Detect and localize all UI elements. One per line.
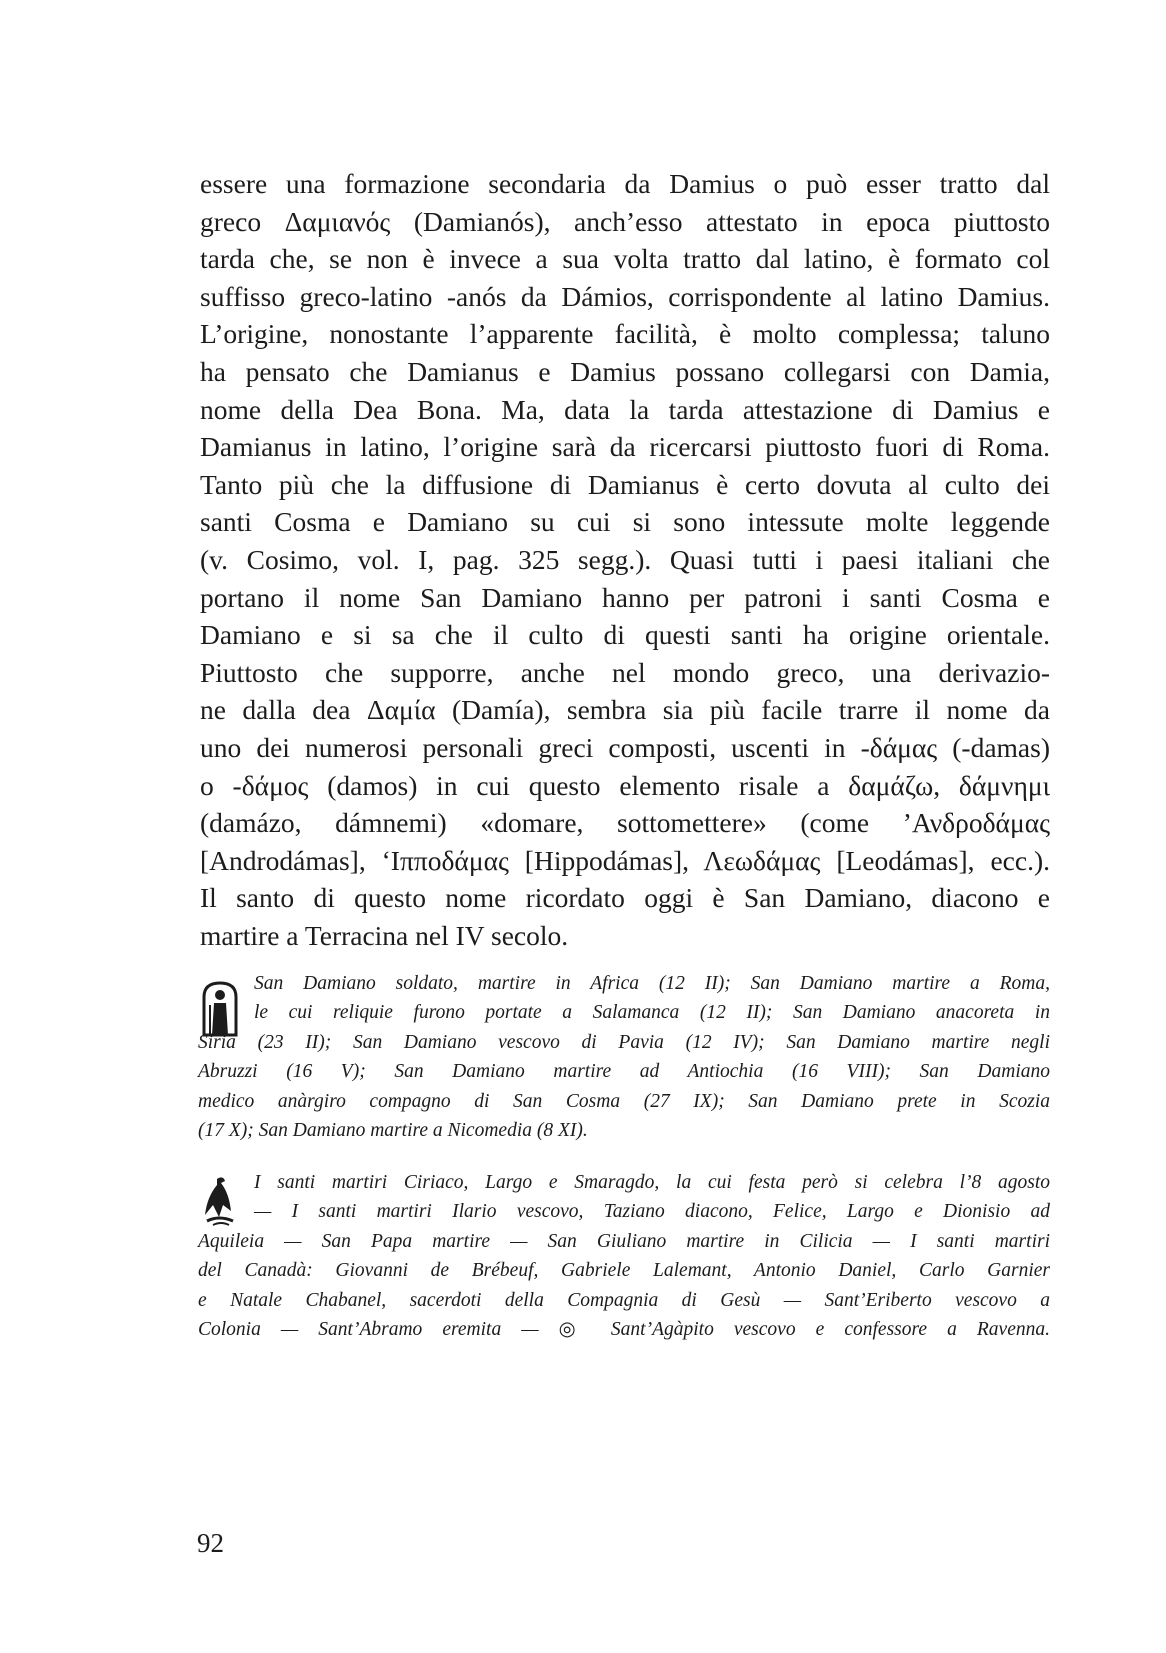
note-line: Colonia — Sant’Abramo eremita — ◎ Sant’Agàpito vescovo e confessore a Ravenna. bbox=[198, 1319, 1050, 1341]
text-line: greco Δαμιανός (Damianós), anch’esso attestato in epoca piuttosto bbox=[200, 205, 1050, 237]
note-line: Aquileia — San Papa martire — San Giuliano martire in Cilicia — I santi martiri bbox=[198, 1230, 1050, 1252]
page-number: 92 bbox=[197, 1528, 224, 1558]
text-line: Il santo di questo nome ricordato oggi è San Damiano, diacono e bbox=[200, 882, 1050, 914]
main-text bbox=[200, 165, 1050, 954]
note-line: Siria (23 II); San Damiano vescovo di Pavia (12 IV); San Damiano martire negli bbox=[198, 1031, 1050, 1053]
text-line: uno dei numerosi personali greci composti, uscenti in -δάμας (-damas) bbox=[200, 731, 1050, 763]
note-line: San Damiano soldato, martire in Africa (12 II); San Damiano martire a Roma, bbox=[254, 973, 1050, 994]
text-line: martire a Terracina nel IV secolo. bbox=[200, 919, 569, 951]
text-line: [Androdámas], ‘Ιπποδάμας [Hippodámas], Λεωδάμας [Leodámas], ecc.). bbox=[200, 844, 1050, 876]
note-line: — I santi martiri Ilario vescovo, Taziano diacono, Felice, Largo e Dionisio ad bbox=[254, 1201, 1050, 1223]
text-line: tarda che, se non è invece a sua volta tratto dal latino, è formato col bbox=[200, 243, 1050, 275]
note-line: I santi martiri Ciriaco, Largo e Smaragdo, la cui festa però si celebra l’8 agosto bbox=[254, 1172, 1050, 1193]
saints-note bbox=[198, 969, 1050, 1145]
text-line: Damiano e si sa che il culto di questi santi ha origine orientale. bbox=[200, 619, 1050, 651]
text-line: (v. Cosimo, vol. I, pag. 325 segg.). Quasi tutti i paesi italiani che bbox=[200, 543, 1050, 575]
text-line: Piuttosto che supporre, anche nel mondo greco, una derivazio- bbox=[200, 656, 1050, 688]
text-line: portano il nome San Damiano hanno per patroni i santi Cosma e bbox=[200, 581, 1050, 613]
text-line: santi Cosma e Damiano su cui si sono intessute molte leggende bbox=[200, 506, 1050, 538]
text-line: suffisso greco-latino -anós da Dámios, corrispondente al latino Damius. bbox=[200, 280, 1050, 312]
text-line: o -δάμος (damos) in cui questo elemento risale a δαμάζω, δάμνημι bbox=[200, 769, 1050, 801]
note-line: medico anàrgiro compagno di San Cosma (27 IX); San Damiano prete in Scozia bbox=[198, 1090, 1050, 1112]
text-line: L’origine, nonostante l’apparente facilità, è molto complessa; taluno bbox=[200, 318, 1050, 350]
text-line: (damázo, dámnemi) «domare, sottomettere» (come ’Ανδροδάμας bbox=[200, 807, 1050, 839]
text-line: nome della Dea Bona. Ma, data la tarda attestazione di Damius e bbox=[200, 393, 1050, 425]
feast-note bbox=[198, 1168, 1050, 1344]
text-line: essere una formazione secondaria da Damius o può esser tratto dal bbox=[200, 168, 1050, 199]
text-line: ne dalla dea Δαμία (Damía), sembra sia più facile trarre il nome da bbox=[200, 694, 1050, 726]
note-line: e Natale Chabanel, sacerdoti della Compagnia di Gesù — Sant’Eriberto vescovo a bbox=[198, 1289, 1050, 1311]
note-line: Abruzzi (16 V); San Damiano martire ad Antiochia (16 VIII); San Damiano bbox=[198, 1061, 1050, 1083]
note-line: (17 X); San Damiano martire a Nicomedia (8 XI). bbox=[198, 1120, 588, 1142]
text-line: Damianus in latino, l’origine sarà da ricercarsi piuttosto fuori di Roma. bbox=[200, 431, 1050, 463]
text-line: ha pensato che Damianus e Damius possano collegarsi con Damia, bbox=[200, 355, 1050, 387]
note-line: le cui reliquie furono portate a Salamanca (12 II); San Damiano anacoreta in bbox=[254, 1002, 1050, 1024]
note-line: del Canadà: Giovanni de Brébeuf, Gabriele Lalemant, Antonio Daniel, Carlo Garnier bbox=[198, 1260, 1050, 1282]
text-line: Tanto più che la diffusione di Damianus è certo dovuta al culto dei bbox=[200, 468, 1050, 500]
